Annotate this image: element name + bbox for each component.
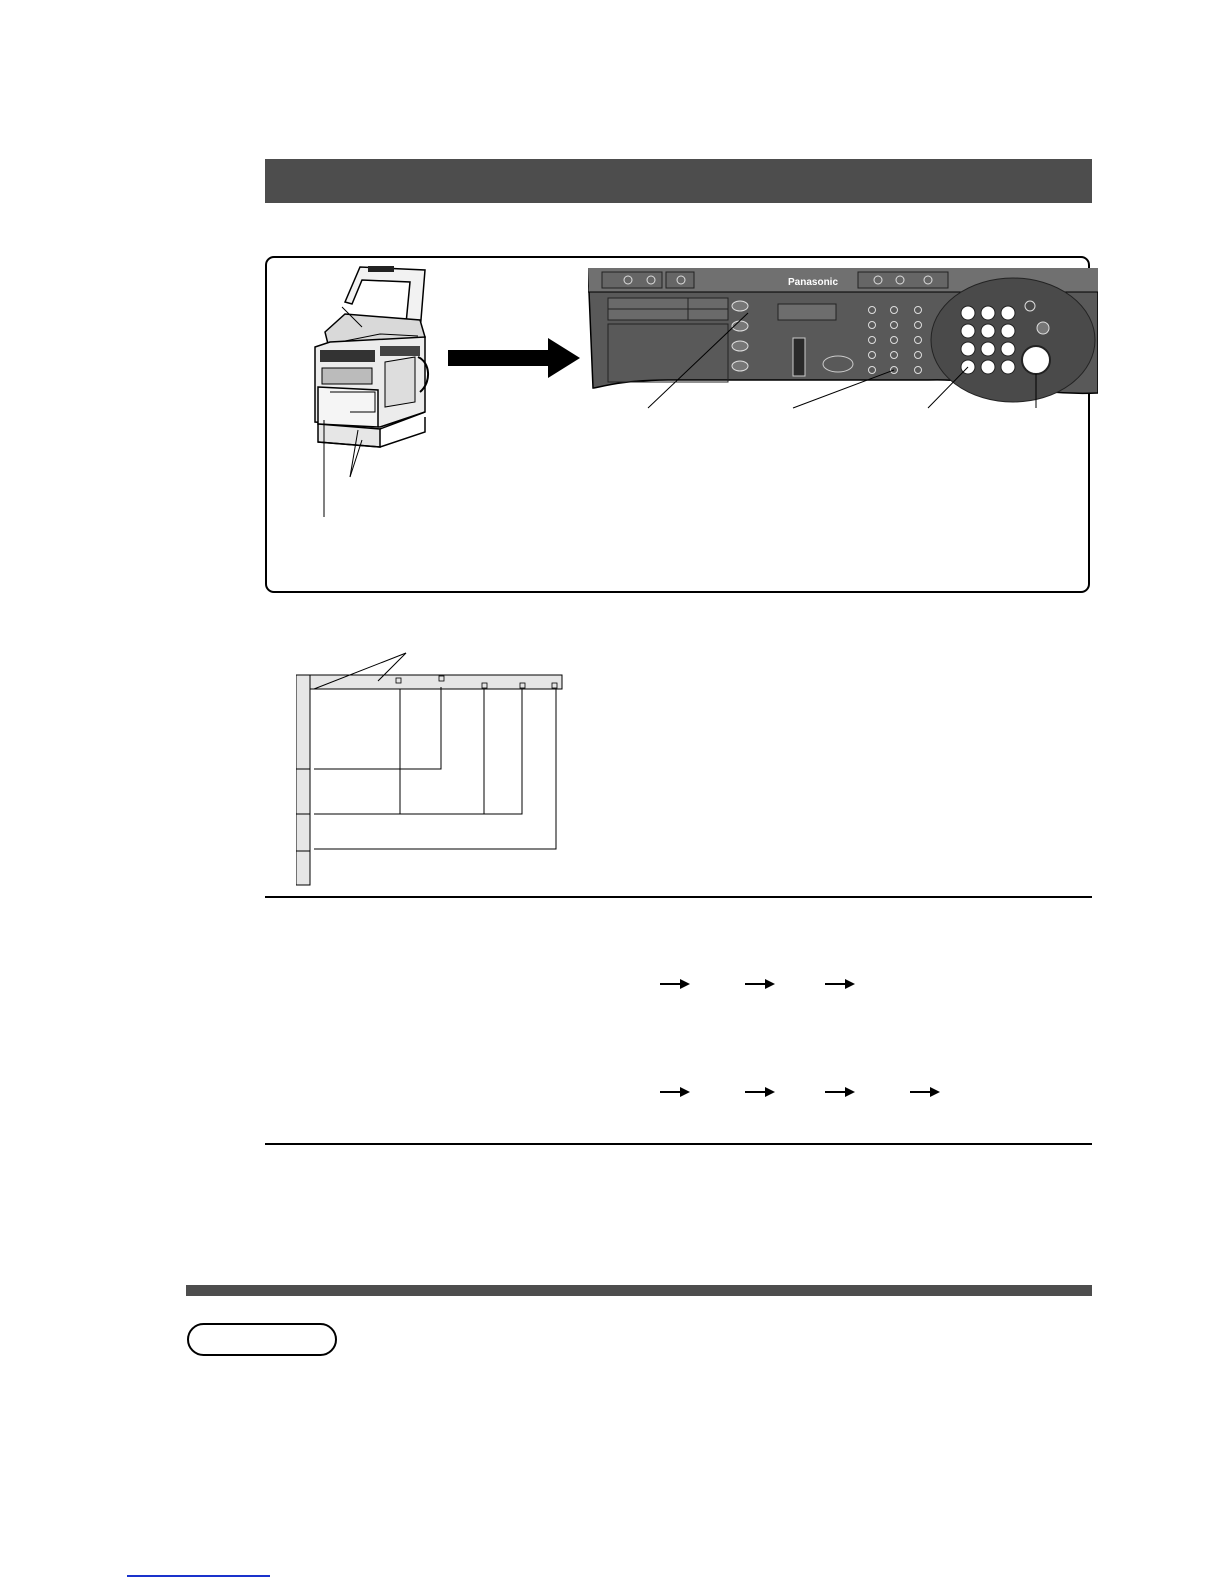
sequence-arrows-row-1: [650, 974, 865, 994]
section-title-bar: [265, 159, 1092, 203]
start-button-icon: [1022, 346, 1050, 374]
sequence-arrows-row-2: [650, 1082, 950, 1102]
divider-bottom: [265, 1143, 1092, 1145]
section-divider-bar: [186, 1285, 1092, 1296]
divider-top: [265, 896, 1092, 898]
fax-machine-illustration: [290, 262, 450, 527]
control-panel-illustration: [588, 268, 1098, 423]
brand-label: Panasonic: [788, 277, 839, 288]
menu-tree-diagram: [296, 651, 566, 886]
footer-link[interactable]: [127, 1575, 270, 1577]
note-badge: [187, 1323, 337, 1356]
right-arrow-icon: [448, 338, 580, 378]
